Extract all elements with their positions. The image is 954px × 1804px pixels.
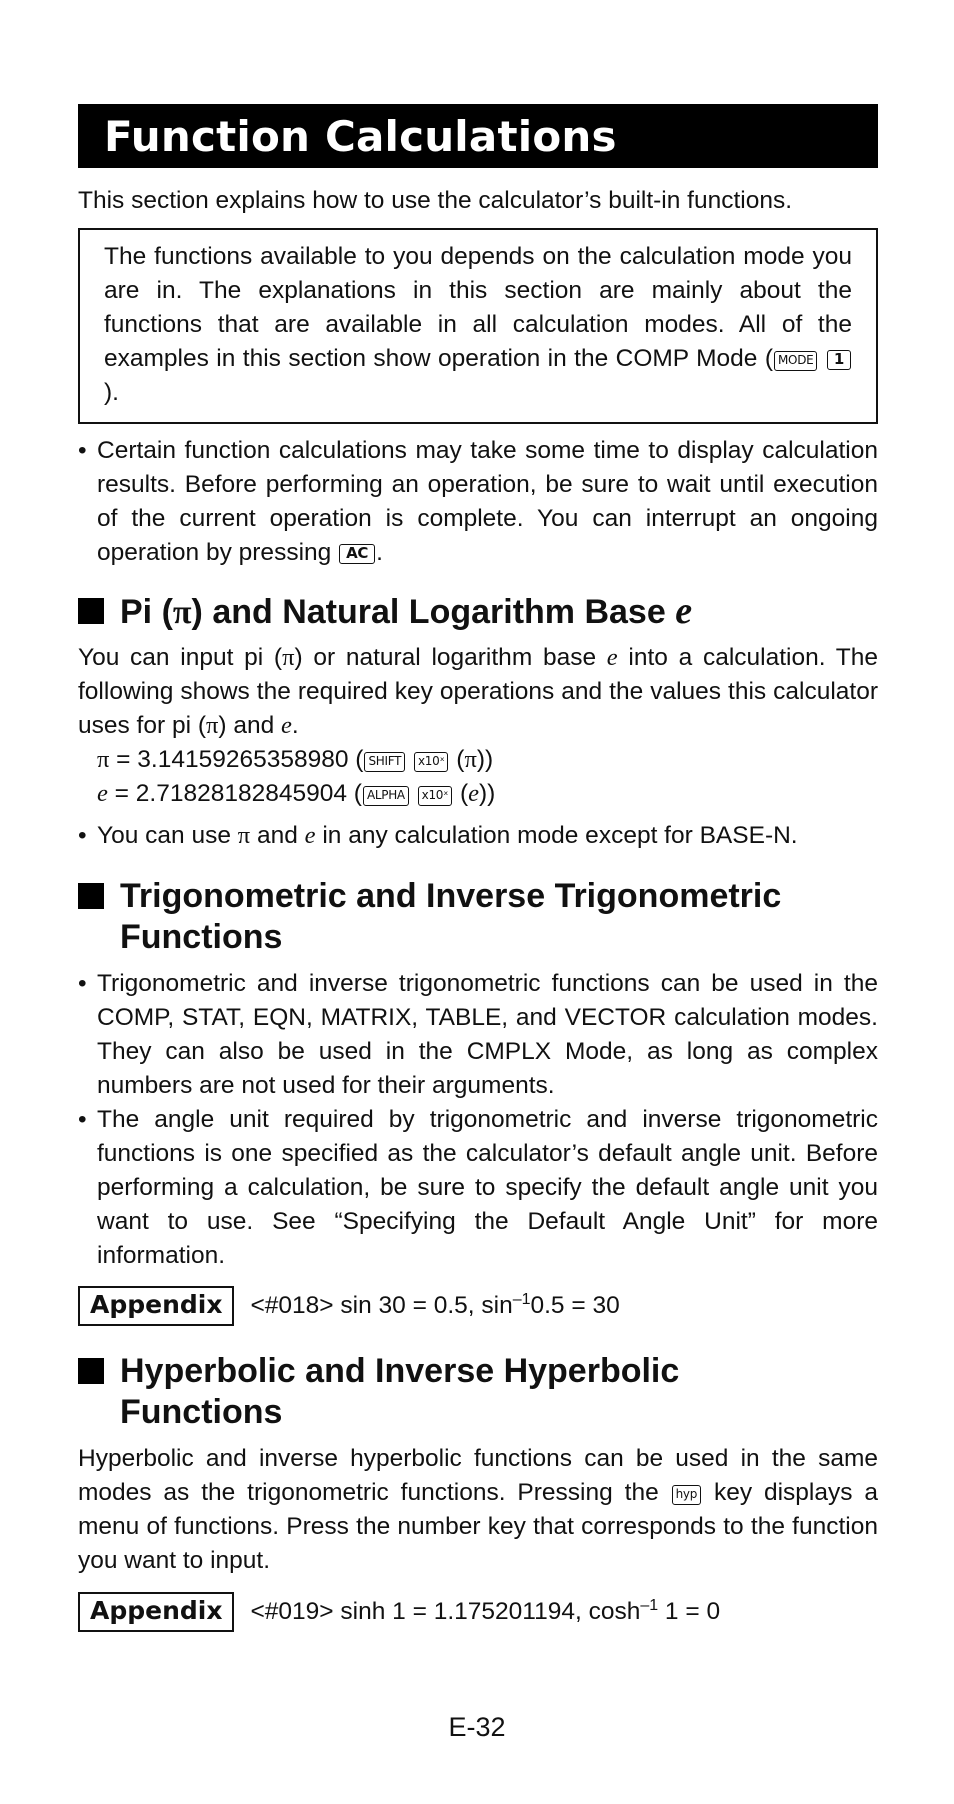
title-bar [78, 104, 878, 168]
trig-bullet-list [78, 967, 878, 1273]
e-symbol: e [675, 590, 693, 632]
list-item: • The angle unit required by trigonometric and inverse trigonometric functions is one specified as the calculator’s default angle unit. Before performing a calculation, be sure to specify the default angle unit you want to use. See “Specifying the Default Angle Unit” for more information. [78, 1103, 878, 1273]
e-symbol: e [97, 780, 108, 807]
text-run: ) and [218, 712, 282, 739]
text-run: ( [456, 746, 465, 773]
text-run: key displays a menu of functions. Press the number key that corresponds to the function you want to input. [78, 1479, 879, 1574]
pi-description [78, 641, 878, 743]
e-value: = 2.71828182845904 ( [107, 780, 362, 807]
trig-section-heading [78, 876, 878, 958]
text-run: <#018> sin 30 = 0.5, sin [250, 1292, 513, 1319]
e-value-line [78, 777, 878, 811]
superscript: –1 [512, 1290, 531, 1308]
square-bullet-icon [78, 1358, 104, 1384]
text-run: 0.5 = 30 [530, 1292, 620, 1319]
square-bullet-icon [78, 598, 104, 624]
text-run: in any calculation mode except for BASE-N. [315, 822, 798, 849]
pi-symbol: π [464, 746, 477, 773]
text-run: ) or natural logarithm base [294, 644, 607, 671]
note-text [104, 240, 852, 410]
trig-heading-text: Trigonometric and Inverse Trigonometric Functions [120, 877, 782, 956]
trig-appendix-row [78, 1286, 878, 1326]
mode-key-icon: MODE [774, 351, 817, 371]
pi-bullet-list [78, 819, 878, 853]
text-run: into a calculation. The following shows the required key operations and the values this calculator uses for pi ( [78, 644, 879, 739]
pi-symbol: π [172, 594, 192, 631]
note-body: The functions available to you depends on the calculation mode you are in. The explanations in this section are mainly about the functions that are available in all calculation modes. All of the examples in this section show operation in the COMP Mode ( [104, 243, 852, 372]
text-run: and [250, 822, 305, 849]
pi-symbol: π [206, 712, 219, 739]
appendix-label: Appendix [78, 1592, 234, 1632]
pi-symbol: π [97, 746, 110, 773]
e-symbol: e [468, 780, 480, 807]
appendix-example [250, 1598, 720, 1626]
e-symbol: e [304, 822, 316, 849]
x10-key-icon: x10ˣ [418, 786, 453, 806]
appendix-label: Appendix [78, 1286, 234, 1326]
ac-key-icon: AC [339, 544, 375, 564]
page-number: E-32 [448, 1712, 506, 1742]
pi-heading-text [120, 591, 692, 633]
e-symbol: e [606, 644, 618, 671]
e-symbol: e [281, 712, 292, 739]
text-run: You can input pi ( [78, 644, 283, 671]
note-end: ). [104, 379, 119, 406]
x10-key-icon: x10ˣ [414, 752, 449, 772]
intro-text: This section explains how to use the calculator’s built-in functions. [78, 187, 793, 214]
superscript: –1 [640, 1596, 659, 1614]
pi-heading-part: Pi ( [120, 593, 173, 631]
text-run: <#019> sinh 1 = 1.175201194, cosh [250, 1598, 641, 1625]
pi-symbol: π [282, 644, 295, 671]
text-run: . [291, 712, 299, 739]
text-run: Hyperbolic and inverse hyperbolic functions can be used in the same modes as the trigonometric functions. Pressing the [78, 1445, 878, 1506]
hyp-appendix-row [78, 1592, 878, 1632]
text-run: 1 = 0 [658, 1598, 721, 1625]
hyp-section-heading [78, 1351, 878, 1433]
wait-end: . [376, 539, 383, 566]
pi-heading-part: ) and Natural Logarithm Base [191, 593, 676, 631]
square-bullet-icon [78, 883, 104, 909]
manual-page [78, 104, 878, 1632]
pi-section-heading [78, 591, 878, 633]
pi-value-line [78, 743, 878, 777]
pi-symbol: π [237, 822, 251, 849]
page-title: Function Calculations [104, 111, 617, 161]
text-run: ( [459, 780, 469, 807]
hyp-description [78, 1442, 878, 1578]
text-run: )) [476, 746, 494, 773]
alpha-key-icon: ALPHA [363, 786, 409, 806]
one-key-icon: 1 [827, 350, 851, 370]
text-run: )) [479, 780, 496, 807]
text-run: You can use [97, 822, 238, 849]
list-item [78, 819, 878, 853]
hyp-key-icon: hyp [672, 1485, 701, 1505]
hyp-heading-text: Hyperbolic and Inverse Hyperbolic Functions [120, 1352, 680, 1431]
note-box [78, 228, 878, 424]
wait-text: Certain function calculations may take some time to display calculation results. Before performing an operation, be sure to wait until execution of the current operation is complete. You can interrupt an ongoing operation by pressing [97, 437, 878, 566]
appendix-example [250, 1292, 619, 1320]
shift-key-icon: SHIFT [364, 752, 405, 772]
pi-value: = 3.14159265358980 ( [109, 746, 364, 773]
list-item: • Trigonometric and inverse trigonometric functions can be used in the COMP, STAT, EQN, MATRIX, TABLE, and VECTOR calculation modes. They can also be used in the CMPLX Mode, as long as complex numbers are not used for their arguments. [78, 967, 878, 1103]
list-item [78, 434, 878, 570]
wait-bullet-list [78, 434, 878, 570]
